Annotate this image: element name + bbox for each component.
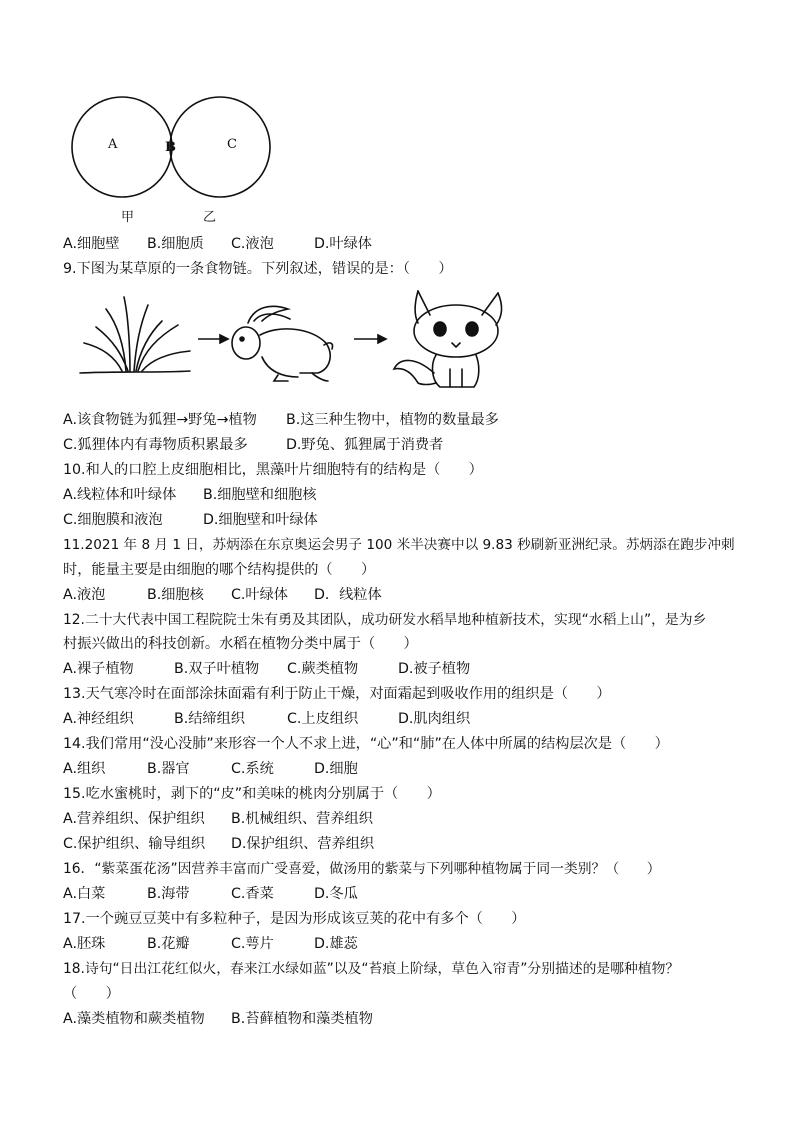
rabbit-icon [232,306,333,381]
q13-option-c: C.上皮组织 [287,711,359,727]
q12-stem-line1: 12.二十大代表中国工程院院士朱有勇及其团队，成功研发水稻旱地种植新技术，实现“水稻上山”，是为乡 [63,612,707,628]
right-circle-outline [170,97,270,197]
q11-option-b: B.细胞核 [147,587,204,603]
q18-stem-line2: （ ） [63,986,120,1002]
q10-option-a: A.线粒体和叶绿体 [63,487,177,503]
grass-icon [80,297,190,373]
q9-option-a: A.该食物链为狐狸→野兔→植物 [63,412,257,428]
venn-label-b: B [165,140,176,155]
q11-stem-line1: 11.2021 年 8 月 1 日，苏炳添在东京奥运会男子 100 米半决赛中以 9.83 秒刷新亚洲纪录。苏炳添在跑步冲刺 [63,537,735,553]
q16-option-b: B.海带 [147,886,190,902]
fox-icon [394,291,502,387]
food-chain-illustration [78,285,508,390]
q9-option-c: C.狐狸体内有毒物质积累最多 [63,437,248,453]
venn-label-a: A [108,137,118,152]
q10-option-b: B.细胞壁和细胞核 [203,487,317,503]
q15-option-c: C.保护组织、输导组织 [63,836,206,852]
venn-label-c: C [227,137,237,152]
q13-option-d: D.肌肉组织 [398,711,471,727]
q11-stem-line2: 时，能量主要是由细胞的哪个结构提供的（ ） [63,562,376,578]
q9-option-b: B.这三种生物中，植物的数量最多 [286,412,499,428]
q9-stem: 9.下图为某草原的一条食物链。下列叙述，错误的是：（ ） [63,261,453,277]
q17-option-a: A.胚珠 [63,936,106,952]
arrow-icon [198,335,228,343]
q8-option-a: A.细胞壁 [63,236,120,252]
q15-option-d: D.保护组织、营养组织 [231,836,375,852]
q10-option-c: C.细胞膜和液泡 [63,512,163,528]
q17-option-c: C.萼片 [231,936,274,952]
q11-option-a: A.液泡 [63,587,106,603]
q17-option-b: B.花瓣 [147,936,190,952]
q17-option-d: D.雄蕊 [314,936,358,952]
q10-stem: 10.和人的口腔上皮细胞相比，黑藻叶片细胞特有的结构是（ ） [63,462,483,478]
q17-stem: 17.一个豌豆豆荚中有多粒种子，是因为形成该豆荚的花中有多个（ ） [63,911,526,927]
q18-option-b: B.苔藓植物和藻类植物 [231,1011,373,1027]
q12-option-d: D.被子植物 [398,661,471,677]
q18-stem-line1: 18.诗句“日出江花红似火，春来江水绿如蓝”以及“苔痕上阶绿，草色入帘青”分别描述的是哪种植物？ [63,961,680,977]
q15-option-b: B.机械组织、营养组织 [231,811,373,827]
q11-option-c: C.叶绿体 [231,587,288,603]
q13-option-a: A.神经组织 [63,711,134,727]
q14-option-b: B.器官 [147,761,190,777]
q16-option-a: A.白菜 [63,886,106,902]
q8-option-d: D.叶绿体 [314,236,372,252]
arrow-icon [354,335,386,343]
left-circle [72,97,172,197]
q12-option-b: B.双子叶植物 [174,661,260,677]
q14-option-a: A.组织 [63,761,106,777]
q16-option-c: C.香菜 [231,886,274,902]
q12-option-a: A.裸子植物 [63,661,134,677]
q15-option-a: A.营养组织、保护组织 [63,811,205,827]
q15-stem: 15.吃水蜜桃时，剥下的“皮”和美味的桃肉分别属于（ ） [63,786,441,802]
q14-option-c: C.系统 [231,761,274,777]
q11-option-d: D．线粒体 [314,587,382,603]
q13-stem: 13.天气寒冷时在面部涂抹面霜有利于防止干燥，对面霜起到吸收作用的组织是（ ） [63,686,611,702]
venn-circle-name-left: 甲 [121,210,135,225]
q10-option-d: D.细胞壁和叶绿体 [203,512,318,528]
q14-option-d: D.细胞 [314,761,358,777]
q9-option-d: D.野兔、狐狸属于消费者 [286,437,444,453]
q8-option-b: B.细胞质 [147,236,204,252]
q8-option-c: C.液泡 [231,236,274,252]
q14-stem: 14.我们常用“没心没肺”来形容一个人不求上进，“心”和“肺”在人体中所属的结构层次是（ ） [63,736,669,752]
venn-circle-name-right: 乙 [203,210,217,225]
q18-option-a: A.藻类植物和蕨类植物 [63,1011,205,1027]
q12-option-c: C.蕨类植物 [287,661,359,677]
q12-stem-line2: 村振兴做出的科技创新。水稻在植物分类中属于（ ） [63,636,418,652]
q16-option-d: D.冬瓜 [314,886,358,902]
q16-stem: 16．“紫菜蛋花汤”因营养丰富而广受喜爱，做汤用的紫菜与下列哪种植物属于同一类别？（ ） [63,861,661,877]
q13-option-b: B.结缔组织 [174,711,245,727]
